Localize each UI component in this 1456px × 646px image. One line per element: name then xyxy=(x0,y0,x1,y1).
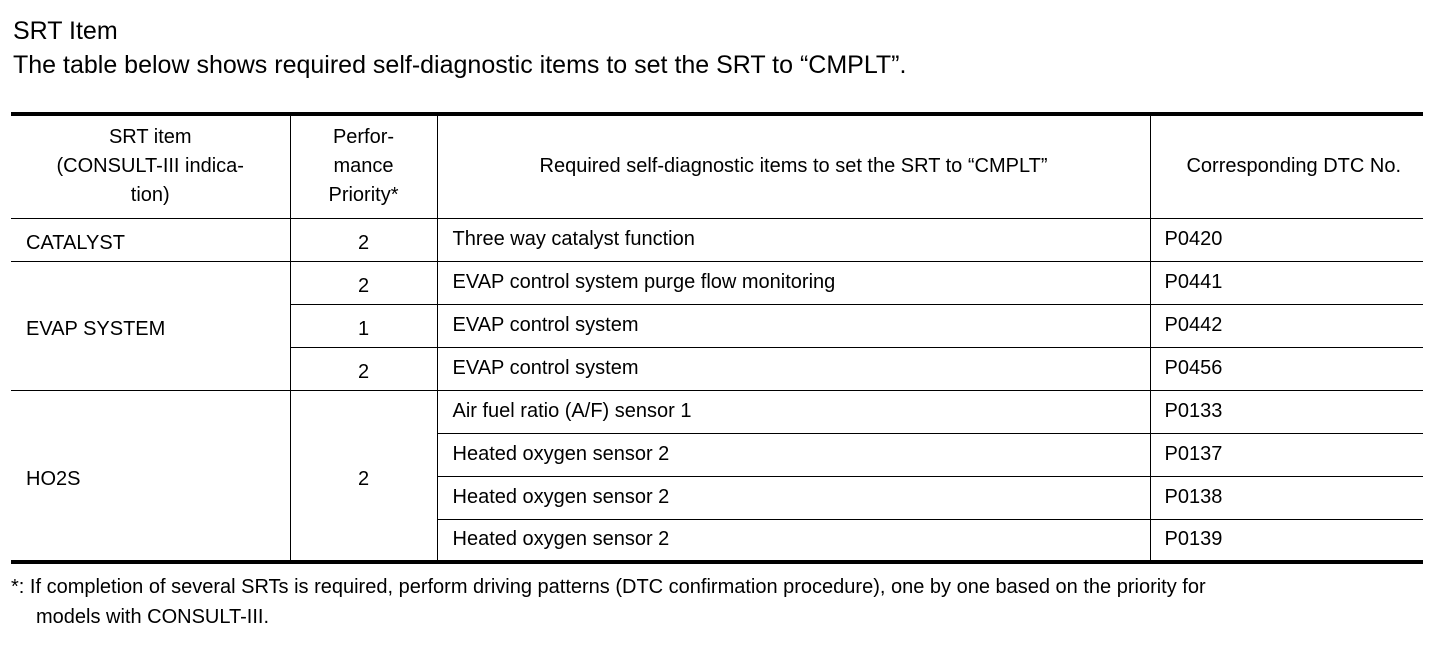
dtc-cell: P0442 xyxy=(1150,304,1423,347)
header-srt-item-line1: SRT item xyxy=(108,126,192,149)
required-item-cell: EVAP control system xyxy=(437,347,1150,390)
required-item-cell: Heated oxygen sensor 2 xyxy=(437,433,1150,476)
srt-item-cell: EVAP SYSTEM xyxy=(11,261,290,390)
priority-cell: 2 xyxy=(290,347,437,390)
priority-cell: 1 xyxy=(290,304,437,347)
dtc-cell: P0456 xyxy=(1150,347,1423,390)
page-subtitle: The table below shows required self-diagnostic items to set the SRT to “CMPLT”. xyxy=(13,51,907,79)
header-srt-item-line2: (CONSULT-III indica- xyxy=(56,155,244,178)
table-header-row xyxy=(11,114,1423,218)
table-row xyxy=(11,218,1423,261)
dtc-cell: P0420 xyxy=(1150,218,1423,261)
priority-cell: 2 xyxy=(290,390,437,562)
header-priority xyxy=(290,114,437,218)
required-item-cell: Three way catalyst function xyxy=(437,218,1150,261)
srt-item-cell: CATALYST xyxy=(11,218,290,261)
required-item-cell: Heated oxygen sensor 2 xyxy=(437,476,1150,519)
priority-cell: 2 xyxy=(290,261,437,304)
dtc-cell: P0137 xyxy=(1150,433,1423,476)
dtc-cell: P0441 xyxy=(1150,261,1423,304)
footnote xyxy=(11,572,1451,632)
required-item-cell: EVAP control system purge flow monitoring xyxy=(437,261,1150,304)
header-priority-line2: mance xyxy=(333,155,394,178)
table-row xyxy=(11,390,1423,433)
table-row xyxy=(11,261,1423,304)
header-srt-item xyxy=(11,114,290,218)
priority-cell: 2 xyxy=(290,218,437,261)
srt-table xyxy=(11,112,1423,564)
footnote-line2: models with CONSULT-III. xyxy=(36,606,270,628)
header-srt-item-line3: tion) xyxy=(130,184,170,207)
dtc-cell: P0139 xyxy=(1150,519,1423,562)
required-item-cell: EVAP control system xyxy=(437,304,1150,347)
header-dtc: Corresponding DTC No. xyxy=(1150,114,1423,218)
header-priority-line1: Perfor- xyxy=(332,126,395,149)
footnote-line1: *: If completion of several SRTs is required, perform driving patterns (DTC confirmation procedure), one by one based on the priority for xyxy=(11,576,1206,598)
required-item-cell: Heated oxygen sensor 2 xyxy=(437,519,1150,562)
dtc-cell: P0138 xyxy=(1150,476,1423,519)
srt-item-cell: HO2S xyxy=(11,390,290,562)
header-priority-line3: Priority* xyxy=(328,184,399,207)
page-title: SRT Item xyxy=(13,17,118,45)
required-item-cell: Air fuel ratio (A/F) sensor 1 xyxy=(437,390,1150,433)
header-required-items: Required self-diagnostic items to set the SRT to “CMPLT” xyxy=(437,114,1150,218)
dtc-cell: P0133 xyxy=(1150,390,1423,433)
